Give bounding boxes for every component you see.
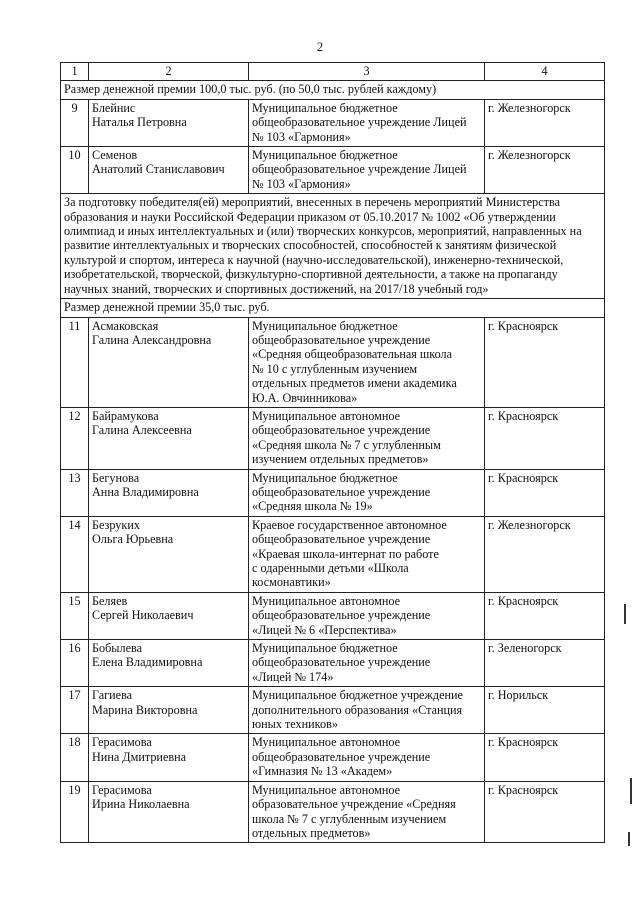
table-row <box>61 407 605 469</box>
organization: Муниципальное автономное общеобразовательное учреждение «Средняя школа № 7 с углубленным изучением отдельных предметов» <box>249 407 485 469</box>
organization: Муниципальное автономное общеобразовательное учреждение «Лицей № 6 «Перспектива» <box>249 592 485 639</box>
person-name: Асмаковская Галина Александровна <box>89 317 249 407</box>
organization: Муниципальное автономное образовательное учреждение «Средняя школа № 7 с углубленным изучением отдельных предметов» <box>249 781 485 843</box>
row-number: 19 <box>61 781 89 843</box>
person-name: Байрамукова Галина Алексеевна <box>89 407 249 469</box>
table-row <box>61 781 605 843</box>
section-header-row <box>61 299 605 317</box>
column-header-4: 4 <box>485 63 605 81</box>
table-row <box>61 99 605 146</box>
organization: Муниципальное бюджетное учреждение дополнительного образования «Станция юных техников» <box>249 687 485 734</box>
row-number: 10 <box>61 147 89 194</box>
awards-table <box>60 62 605 843</box>
column-header-2: 2 <box>89 63 249 81</box>
table-row <box>61 469 605 516</box>
section-header-row <box>61 81 605 99</box>
person-name: Бегунова Анна Владимировна <box>89 469 249 516</box>
margin-scan-mark <box>628 832 630 846</box>
column-header-3: 3 <box>249 63 485 81</box>
row-number: 14 <box>61 516 89 592</box>
organization: Муниципальное бюджетное общеобразовательное учреждение «Лицей № 174» <box>249 640 485 687</box>
person-name: Безруких Ольга Юрьевна <box>89 516 249 592</box>
header-row <box>61 63 605 81</box>
person-name: Герасимова Нина Дмитриевна <box>89 734 249 781</box>
section-title: Размер денежной премии 35,0 тыс. руб. <box>61 299 605 317</box>
page-number: 2 <box>316 40 324 54</box>
row-number: 16 <box>61 640 89 687</box>
row-number: 9 <box>61 99 89 146</box>
margin-scan-mark <box>630 778 632 804</box>
organization: Муниципальное бюджетное общеобразовательное учреждение Лицей № 103 «Гармония» <box>249 147 485 194</box>
city: г. Зеленогорск <box>485 640 605 687</box>
person-name: Гагиева Марина Викторовна <box>89 687 249 734</box>
row-number: 13 <box>61 469 89 516</box>
table-row <box>61 640 605 687</box>
organization: Муниципальное автономное общеобразовательное учреждение «Гимназия № 13 «Академ» <box>249 734 485 781</box>
city: г. Железногорск <box>485 516 605 592</box>
table-row <box>61 516 605 592</box>
table-row <box>61 147 605 194</box>
row-number: 11 <box>61 317 89 407</box>
person-name: Блейнис Наталья Петровна <box>89 99 249 146</box>
organization: Муниципальное бюджетное общеобразовательное учреждение «Средняя школа № 19» <box>249 469 485 516</box>
table-row <box>61 592 605 639</box>
section-title: За подготовку победителя(ей) мероприятий, внесенных в перечень мероприятий Министерства образования и науки Российской Федерации приказом от 05.10.2017 № 1002 «Об утверждении олимпиад и иных интеллектуальных и (или) творческих конкурсов, мероприятий, направленных на развитие интеллектуальных и творческих способностей, способностей к занятиям физической культурой и спортом, интереса к научной (научно-исследовательской), инженерно-технической, изобретательской, творческой, физкультурно-спортивной деятельности, а также на пропаганду научных знаний, творческих и спортивных достижений, на 2017/18 учебный год» <box>61 194 605 299</box>
row-number: 17 <box>61 687 89 734</box>
person-name: Герасимова Ирина Николаевна <box>89 781 249 843</box>
city: г. Норильск <box>485 687 605 734</box>
row-number: 18 <box>61 734 89 781</box>
city: г. Красноярск <box>485 469 605 516</box>
city: г. Красноярск <box>485 592 605 639</box>
person-name: Беляев Сергей Николаевич <box>89 592 249 639</box>
section-header-row <box>61 194 605 299</box>
column-header-1: 1 <box>61 63 89 81</box>
section-title: Размер денежной премии 100,0 тыс. руб. (по 50,0 тыс. рублей каждому) <box>61 81 605 99</box>
organization: Муниципальное бюджетное общеобразовательное учреждение Лицей № 103 «Гармония» <box>249 99 485 146</box>
row-number: 12 <box>61 407 89 469</box>
person-name: Бобылева Елена Владимировна <box>89 640 249 687</box>
city: г. Железногорск <box>485 99 605 146</box>
city: г. Красноярск <box>485 317 605 407</box>
organization: Муниципальное бюджетное общеобразовательное учреждение «Средняя общеобразовательная школа № 10 с углубленным изучением отдельных предметов имени академика Ю.А. Овчинникова» <box>249 317 485 407</box>
city: г. Красноярск <box>485 781 605 843</box>
table-row <box>61 687 605 734</box>
margin-scan-mark <box>624 604 626 624</box>
city: г. Красноярск <box>485 734 605 781</box>
table-row <box>61 317 605 407</box>
city: г. Железногорск <box>485 147 605 194</box>
row-number: 15 <box>61 592 89 639</box>
table-row <box>61 734 605 781</box>
city: г. Красноярск <box>485 407 605 469</box>
person-name: Семенов Анатолий Станиславович <box>89 147 249 194</box>
organization: Краевое государственное автономное общеобразовательное учреждение «Краевая школа-интернат по работе с одаренными детьми «Школа космонавтики» <box>249 516 485 592</box>
